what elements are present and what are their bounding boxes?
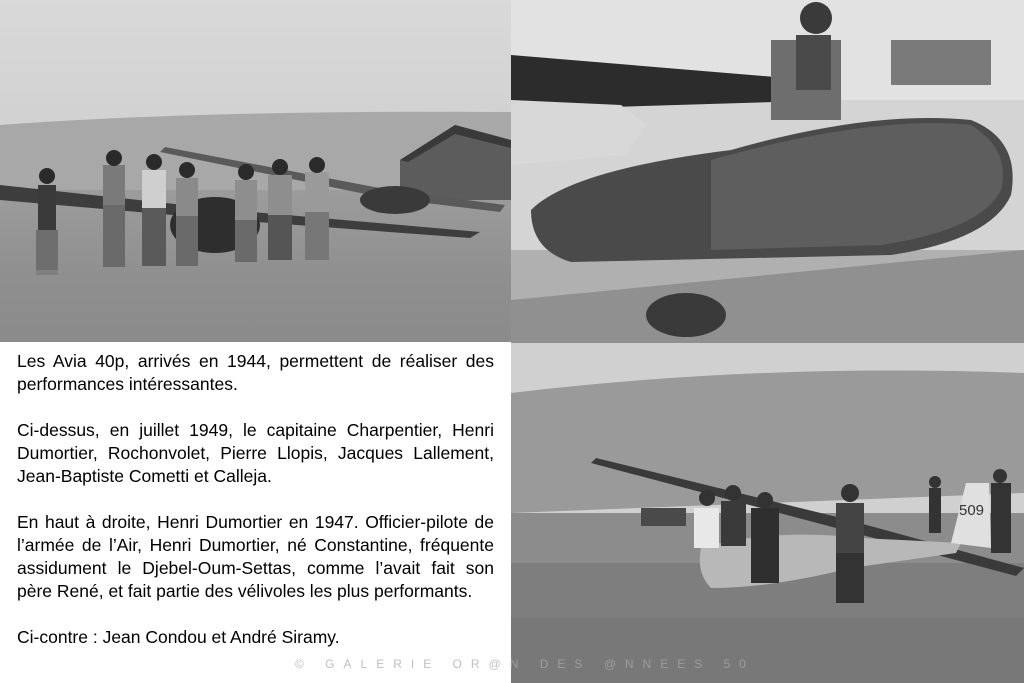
photo-pilot-on-glider [511, 0, 1024, 343]
watermark: © GALERIE OR@N DES @NNEES 50 [295, 657, 755, 671]
photo-group-with-glider-image [0, 0, 511, 342]
photo-glider-509-group [511, 343, 1024, 683]
photo-glider-509-group-image [511, 343, 1024, 683]
caption-paragraph-opposite: Ci-contre : Jean Condou et André Siramy. [17, 627, 340, 647]
caption-paragraph-above: Ci-dessus, en juillet 1949, le capitaine Charpentier, Henri Dumortier, Rochonvolet, Pierre Llopis, Jacques Lallement, Jean-Baptiste Cometti et Calleja. [17, 420, 494, 486]
caption-paragraph-top-right: En haut à droite, Henri Dumortier en 1947. Officier-pilote de l’armée de l’Air, Henri Dumortier, né Constantine, fréquente assidument le Djebel-Oum-Settas, comme l’avait fait son père René, et fait partie des vélivoles les plus performants. [17, 512, 494, 601]
caption-block [17, 350, 494, 649]
photo-group-with-glider [0, 0, 511, 342]
tail-number: 509 [959, 502, 985, 519]
caption-paragraph-intro: Les Avia 40p, arrivés en 1944, permettent de réaliser des performances intéressantes. [17, 351, 494, 394]
photo-pilot-on-glider-image [511, 0, 1024, 343]
